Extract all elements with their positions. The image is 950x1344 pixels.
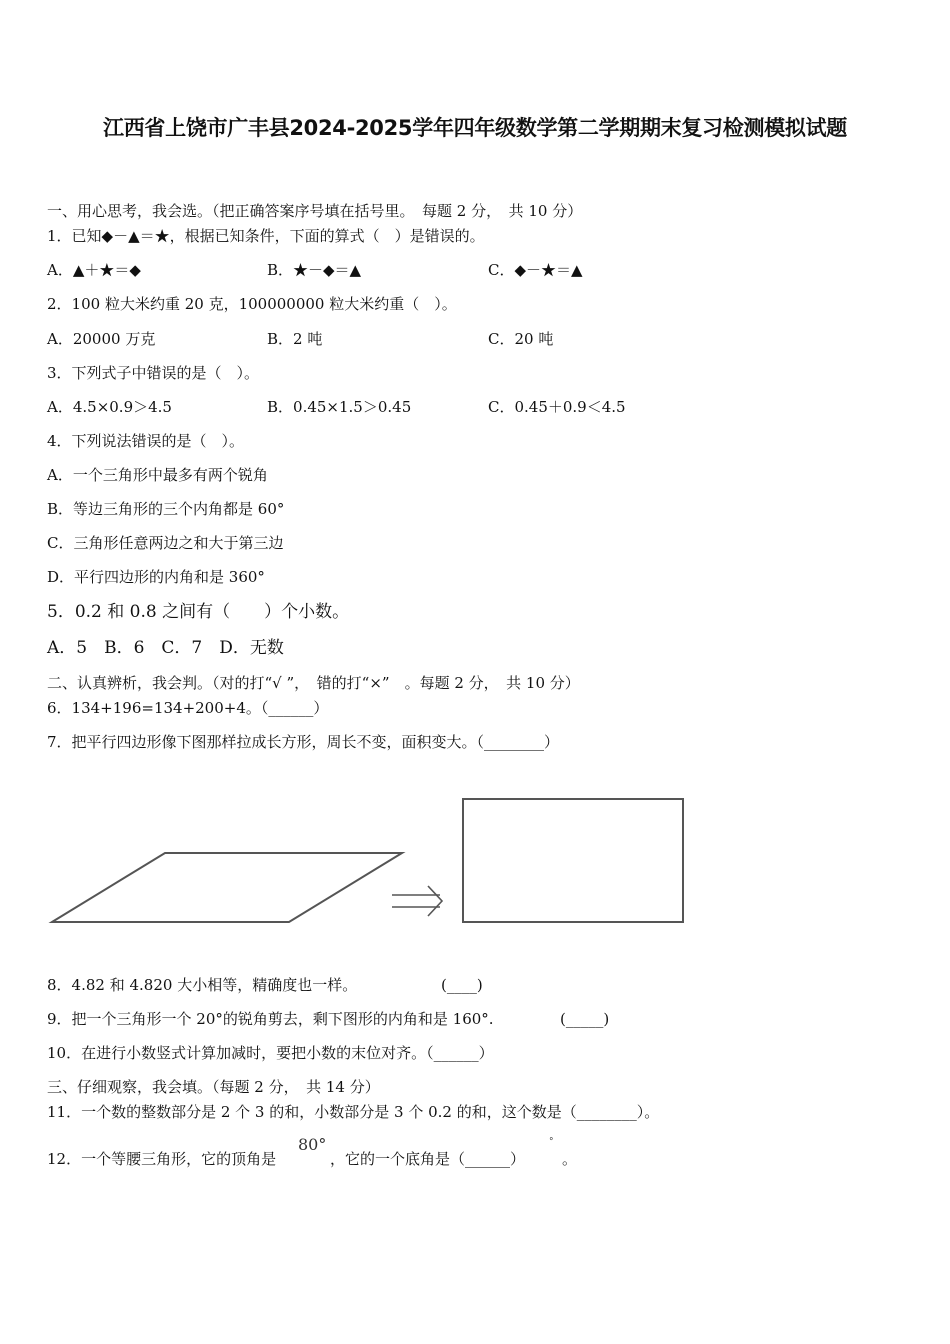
q2-option-a: A．20000 万克: [47, 330, 156, 348]
q12-period: 。: [562, 1150, 578, 1168]
q12-text-end: ，它的一个底角是（______）: [330, 1150, 526, 1168]
q7-text: 7．把平行四边形像下图那样拉成长方形，周长不变，面积变大。（________）: [47, 733, 560, 751]
section3-header: 三、仔细观察，我会填。（每题 2 分， 共 14 分）: [47, 1078, 380, 1096]
q1-stem: 1．已知◆－▲＝★，根据已知条件，下面的算式（ ）是错误的。: [47, 227, 485, 245]
q10-text: 10．在进行小数竖式计算加减时，要把小数的末位对齐。（______）: [47, 1044, 494, 1062]
parallelogram-shape: [52, 853, 402, 922]
q2-option-b: B．2 吨: [267, 330, 323, 348]
q2-option-c: C．20 吨: [488, 330, 554, 348]
double-arrow-icon: [392, 886, 442, 916]
q1-option-a: A．▲＋★＝◆: [47, 261, 141, 279]
q8-text: 8．4.82 和 4.820 大小相等，精确度也一样。: [47, 976, 358, 994]
q11-text: 11．一个数的整数部分是 2 个 3 的和，小数部分是 3 个 0.2 的和，这个数是（________）。: [47, 1103, 660, 1121]
q3-option-b: B．0.45×1.5＞0.45: [267, 398, 412, 416]
q12-text-start: 12．一个等腰三角形，它的顶角是: [47, 1150, 277, 1168]
q1-option-c: C．◆－★＝▲: [488, 261, 583, 279]
rectangle-shape: [463, 799, 683, 922]
q4-option-c: C．三角形任意两边之和大于第三边: [47, 534, 284, 552]
q8-blank: (____): [441, 976, 483, 994]
q4-option-d: D．平行四边形的内角和是 360°: [47, 568, 265, 586]
q12-degree-mark: °: [549, 1137, 554, 1147]
q9-blank: (_____): [560, 1010, 610, 1028]
q3-option-c: C．0.45＋0.9＜4.5: [488, 398, 626, 416]
q12-angle: 80°: [298, 1135, 327, 1154]
q2-stem: 2．100 粒大米约重 20 克，100000000 粒大米约重（ ）。: [47, 295, 457, 313]
q1-option-b: B．★－◆＝▲: [267, 261, 362, 279]
section1-header: 一、用心思考，我会选。（把正确答案序号填在括号里。 每题 2 分， 共 10 分）: [47, 202, 583, 220]
q9-text: 9．把一个三角形一个 20°的锐角剪去，剩下图形的内角和是 160°.: [47, 1010, 494, 1028]
q3-option-a: A．4.5×0.9＞4.5: [47, 398, 172, 416]
page-title: 江西省上饶市广丰县2024-2025学年四年级数学第二学期期末复习检测模拟试题: [103, 116, 847, 140]
q6-text: 6．134+196=134+200+4。（______）: [47, 699, 329, 717]
section2-header: 二、认真辨析，我会判。（对的打“√ ”， 错的打“×” 。每题 2 分， 共 10 分）: [47, 674, 580, 692]
q4-option-b: B．等边三角形的三个内角都是 60°: [47, 500, 285, 518]
q3-stem: 3．下列式子中错误的是（ ）。: [47, 364, 260, 382]
q5-stem: 5．0.2 和 0.8 之间有（ ）个小数。: [47, 602, 350, 622]
q5-options: A．5 B．6 C．7 D．无数: [47, 638, 284, 658]
q4-stem: 4．下列说法错误的是（ ）。: [47, 432, 245, 450]
q4-option-a: A．一个三角形中最多有两个锐角: [47, 466, 268, 484]
